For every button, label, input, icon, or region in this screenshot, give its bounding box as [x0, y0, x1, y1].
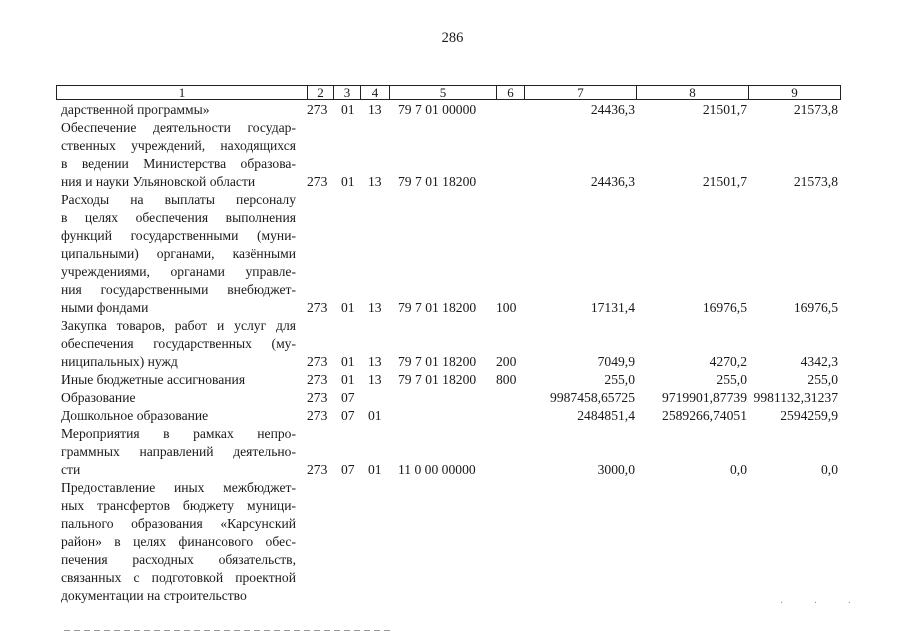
header-col-3: 3 [334, 86, 361, 99]
table-row [0, 317, 905, 371]
cell-value-col-8: 0,0 [730, 462, 747, 477]
cell-expense-type: 800 [496, 372, 517, 387]
cell-value-col-8: 255,0 [716, 372, 747, 387]
cell-value-col-9: 9981132,31237 [753, 390, 838, 405]
description-line: Закупка товаров, работ и услуг для [61, 318, 296, 333]
cell-target-article: 79 7 01 18200 [398, 174, 477, 189]
row-description [61, 479, 296, 605]
cell-value-col-9: 0,0 [821, 462, 838, 477]
description-line: печения расходных обязательств, [61, 552, 296, 567]
cell-division: 07 [341, 462, 355, 477]
cell-division: 01 [341, 354, 355, 369]
cell-value-col-8: 21501,7 [702, 174, 747, 189]
description-line: функций государственными (муни- [61, 228, 296, 243]
cell-subsection: 13 [368, 300, 382, 315]
description-line: дарственной программы» [61, 102, 210, 117]
cell-expense-type: 200 [496, 354, 517, 369]
cell-target-article: 79 7 01 00000 [398, 102, 477, 117]
row-description [61, 425, 296, 479]
cell-value-col-8: 21501,7 [702, 102, 747, 117]
scan-artifact: · · · [780, 598, 865, 609]
description-line: документации на строительство [61, 588, 247, 603]
cell-section: 273 [307, 372, 328, 387]
description-line: Предоставление иных межбюджет- [61, 480, 296, 495]
page-number: 286 [441, 30, 464, 46]
cell-value-col-7: 24436,3 [590, 102, 635, 117]
row-description [61, 389, 296, 407]
cell-subsection: 13 [368, 102, 382, 117]
header-col-6: 6 [497, 86, 525, 99]
description-line: Иные бюджетные ассигнования [61, 372, 246, 387]
cell-section: 273 [307, 354, 328, 369]
description-line: Дошкольное образование [61, 408, 209, 423]
table-row [0, 425, 905, 479]
description-line: сти [61, 462, 81, 477]
description-line: учреждениями, органами управле- [61, 264, 296, 279]
description-line: Обеспечение деятельности государ- [61, 120, 296, 135]
cell-value-col-7: 17131,4 [590, 300, 635, 315]
table-row [0, 101, 905, 119]
description-line: связанных с подготовкой проектной [61, 570, 296, 585]
cell-value-col-8: 16976,5 [702, 300, 747, 315]
description-line: ных трансфертов бюджету муници- [61, 498, 296, 513]
cell-section: 273 [307, 462, 328, 477]
cell-target-article: 11 0 00 00000 [398, 462, 476, 477]
cell-value-col-8: 2589266,74051 [662, 408, 747, 423]
table-header [56, 85, 841, 100]
description-line: Мероприятия в рамках непро- [61, 426, 296, 441]
description-line: ниципальных) нужд [61, 354, 178, 369]
cell-value-col-9: 2594259,9 [780, 408, 838, 423]
row-description [61, 119, 296, 191]
cell-value-col-7: 2484851,4 [577, 408, 635, 423]
cell-value-col-7: 3000,0 [597, 462, 635, 477]
description-line: обеспечения государственных (му- [61, 336, 296, 351]
description-line: в ведении Министерства образова- [61, 156, 296, 171]
description-line: ния государственными внебюджет- [61, 282, 296, 297]
cell-value-col-9: 21573,8 [793, 174, 838, 189]
cell-value-col-8: 4270,2 [709, 354, 747, 369]
cell-section: 273 [307, 390, 328, 405]
cell-target-article: 79 7 01 18200 [398, 300, 477, 315]
description-line: граммных направлений деятельно- [61, 444, 296, 459]
cell-value-col-7: 255,0 [604, 372, 635, 387]
row-description [61, 191, 296, 317]
table-row [0, 371, 905, 389]
cell-division: 07 [341, 390, 355, 405]
table-row [0, 389, 905, 407]
cell-value-col-9: 16976,5 [793, 300, 838, 315]
cell-division: 07 [341, 408, 355, 423]
cell-section: 273 [307, 300, 328, 315]
cell-division: 01 [341, 102, 355, 117]
cell-value-col-7: 24436,3 [590, 174, 635, 189]
header-col-1: 1 [57, 86, 308, 99]
header-col-4: 4 [361, 86, 390, 99]
header-col-5: 5 [390, 86, 497, 99]
cell-subsection: 13 [368, 174, 382, 189]
description-line: в целях обеспечения выполнения [61, 210, 296, 225]
header-col-8: 8 [637, 86, 749, 99]
description-line: Образование [61, 390, 136, 405]
description-line: район» в целях финансового обес- [61, 534, 296, 549]
description-line: ственных учреждений, находящихся [61, 138, 296, 153]
cell-value-col-7: 9987458,65725 [550, 390, 635, 405]
cell-subsection: 13 [368, 354, 382, 369]
cell-value-col-9: 255,0 [807, 372, 838, 387]
table-row [0, 191, 905, 317]
row-description [61, 101, 296, 119]
cell-section: 273 [307, 174, 328, 189]
description-line: ния и науки Ульяновской области [61, 174, 256, 189]
cell-division: 01 [341, 372, 355, 387]
cell-subsection: 01 [368, 462, 382, 477]
cell-value-col-9: 4342,3 [800, 354, 838, 369]
cell-expense-type: 100 [496, 300, 517, 315]
cell-target-article: 79 7 01 18200 [398, 354, 477, 369]
cell-value-col-8: 9719901,87739 [662, 390, 747, 405]
description-line: ципальными) органами, казёнными [61, 246, 296, 261]
cell-division: 01 [341, 300, 355, 315]
description-line: пального образования «Карсунский [61, 516, 296, 531]
header-col-9: 9 [791, 85, 798, 100]
cell-target-article: 79 7 01 18200 [398, 372, 477, 387]
cell-subsection: 01 [368, 408, 382, 423]
header-col-2: 2 [308, 86, 334, 99]
cell-section: 273 [307, 102, 328, 117]
cell-division: 01 [341, 174, 355, 189]
row-description [61, 371, 296, 389]
cell-value-col-7: 7049,9 [597, 354, 635, 369]
row-description [61, 317, 296, 371]
table-row [0, 479, 905, 605]
header-col-7: 7 [525, 86, 637, 99]
scan-artifact-line [64, 630, 394, 631]
cell-value-col-9: 21573,8 [793, 102, 838, 117]
description-line: Расходы на выплаты персоналу [61, 192, 296, 207]
table-row [0, 407, 905, 425]
row-description [61, 407, 296, 425]
table-row [0, 119, 905, 191]
description-line: ными фондами [61, 300, 149, 315]
cell-section: 273 [307, 408, 328, 423]
cell-subsection: 13 [368, 372, 382, 387]
